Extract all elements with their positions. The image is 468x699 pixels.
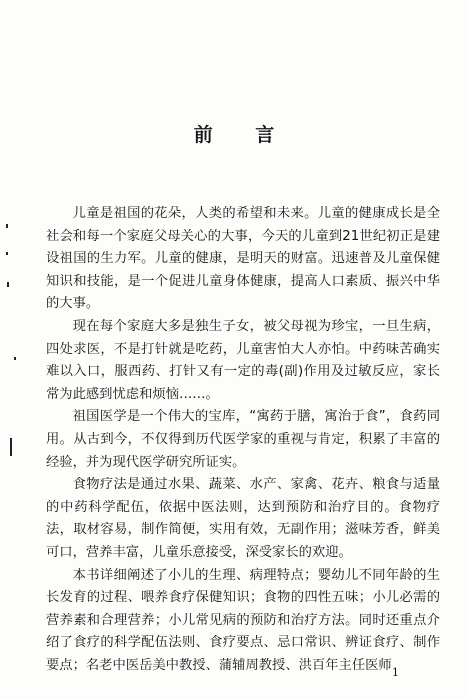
paragraph-2: 现在每个家庭大多是独生子女，被父母视为珍宝，一旦生病，四处求医，不是打针就是吃药，儿童害怕大人亦怕。中药味苦确实难以入口，服西药、打针又有一定的毒(副)作用及过敏反应，家长常为此感到忧虑和烦恼……。 xyxy=(46,318,440,402)
scan-artifact-mark xyxy=(6,224,8,228)
paragraph-1: 儿童是祖国的花朵，人类的希望和未来。儿童的健康成长是全社会和每一个家庭父母关心的大事，今天的儿童到21世纪初正是建设祖国的生力军。儿童的健康，是明天的财富。迅速普及儿童保健知识和技能，是一个促进儿童身体健康，提高人口素质、振兴中华的大事。 xyxy=(46,206,440,312)
scan-artifact-mark xyxy=(6,252,8,255)
scan-artifact-mark xyxy=(14,357,16,360)
scan-artifact-mark xyxy=(7,282,9,287)
page-number: 1 xyxy=(392,666,399,679)
scan-artifact-mark xyxy=(10,438,12,456)
preface-body xyxy=(46,203,440,677)
page-title: 前 言 xyxy=(193,124,293,146)
paragraph-4: 食物疗法是通过水果、蔬菜、水产、家禽、花卉、粮食与适量的中药科学配伍，依据中医法则，达到预防和治疗目的。食物疗法，取材容易，制作简便，实用有效，无副作用；滋味芳香，鲜美可口，营养丰富，儿童乐意接受，深受家长的欢迎。 xyxy=(46,477,440,560)
paragraph-5: 本书详细阐述了小儿的生理、病理特点；婴幼儿不同年龄的生长发育的过程、喂养食疗保健知识；食物的四性五味；小儿必需的营养素和合理营养；小儿常见病的预防和治疗方法。同时还重点介绍了食疗的科学配伍法则、食疗要点、忌口常识、辨证食疗、制作要点；名老中医岳美中教授、蒲辅周教授、洪百年主任医师 xyxy=(46,567,440,673)
paragraph-3: 祖国医学是一个伟大的宝库，“寓药于膳，寓治于食”，食药同用。从古到今，不仅得到历代医学家的重视与肯定，积累了丰富的经验，并为现代医学研究所证实。 xyxy=(46,409,440,470)
